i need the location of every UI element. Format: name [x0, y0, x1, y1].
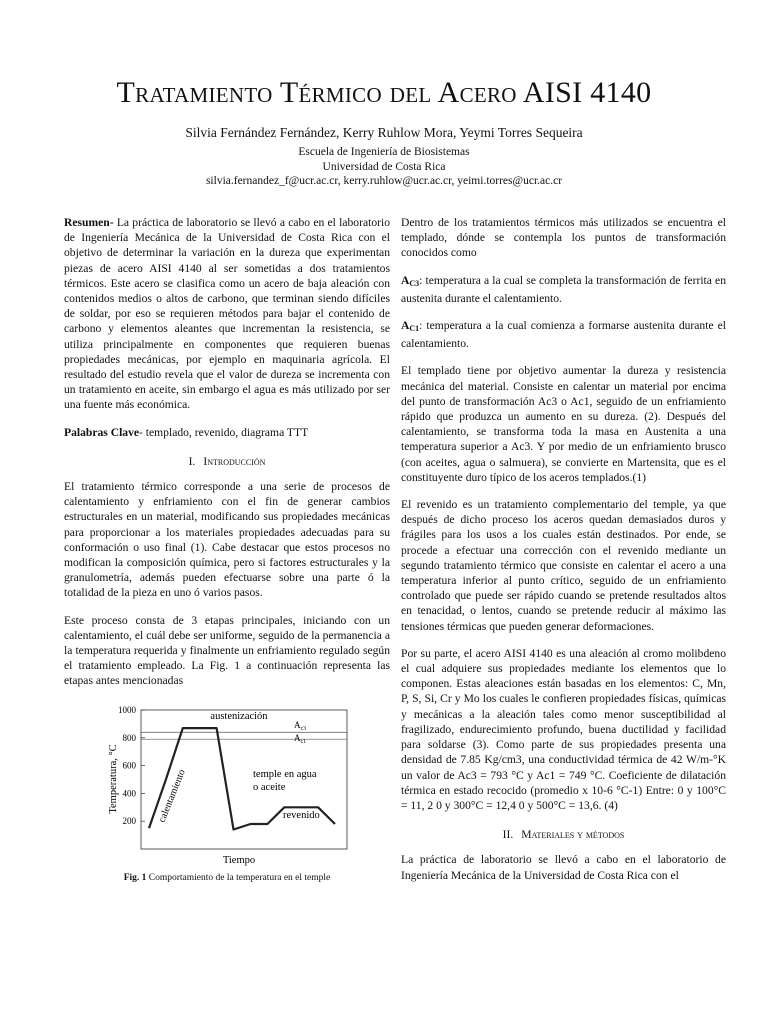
templado-paragraph: El templado tiene por objetivo aumentar la dureza y resistencia mecánica del material. Consiste en calentar un material por encima del punto de transformación Ac3 o Ac1, seguido de un enfriamiento rápido que produzca un aumento en su dureza. (2). Después del calentamiento, se transforma toda la masa en Austenita a una temperatura superior a Ac3. Y por medio de un enfriamiento brusco (con aceites, agua o salmuera), se convierte en Martensita, que es el constituyente duro típico de los aceros templados.(1)	[401, 364, 726, 484]
section-title: Introducción	[203, 454, 266, 468]
label-temple-1: temple en agua	[253, 768, 317, 780]
temperature-chart	[64, 701, 390, 875]
right-paragraph-1: Dentro de los tratamientos térmicos más utilizados se encuentra el templado, dónde se contempla los puntos de transformación conocidos como	[401, 216, 726, 260]
ac3-symbol: $A_{C3}$	[401, 273, 420, 288]
keywords	[64, 425, 390, 440]
affiliation-school: Escuela de Ingeniería de Biosistemas	[298, 146, 470, 158]
abstract	[64, 215, 390, 413]
right-column	[401, 215, 726, 895]
figure-caption-label: Fig. 1	[123, 872, 147, 883]
label-revenido: revenido	[283, 809, 320, 821]
figure-1	[64, 701, 390, 875]
revenido-paragraph: El revenido es un tratamiento complementario del temple, ya que después de dicho proceso los aceros quedan demasiados duros y frágiles para los usos a los cuales están destinados. Por ende, se procede a efectuar una corrección con el revenido mediante un segundo tratamiento térmico que consiste en calentar el acero a una temperatura inferior al punto crítico, seguido de un enfriamiento controlado que puede ser rápido cuando se pretende resultados altos en tenacidad, o lentos, cuando se pretende reducir al máximo las tensiones térmicas que pueden generar deformaciones.	[401, 498, 726, 633]
label-ac1: $A_{c1}$	[294, 732, 307, 745]
left-column	[64, 215, 390, 886]
keywords-text: - templado, revenido, diagrama TTT	[139, 425, 309, 439]
y-axis-label: Temperatura, °C	[108, 744, 119, 814]
ac1-definition	[401, 318, 726, 351]
authors: Silvia Fernández Fernández, Kerry Ruhlow Mora, Yeymi Torres Sequeira	[185, 125, 583, 140]
intro-paragraph-1: El tratamiento térmico corresponde a una serie de procesos de calentamiento y enfriamiento con el fin de generar cambios estructurales en un material, modificando sus propiedades mecánicas para proporcionar a los materiales propiedades adecuadas para su conformación o uso final (1). Cabe destacar que estos procesos no modifican la composición química, pero si factores estructurales y la granulometría, además pueden efectuarse sobre una parte ó la totalidad de la pieza en uno ó varios pasos.	[64, 480, 390, 600]
abstract-label: Resumen-	[64, 216, 114, 229]
ac1-symbol: $A_{C1}$	[401, 319, 420, 334]
section-title: Materiales y métodos	[521, 828, 625, 842]
label-temple-2: o aceite	[253, 781, 286, 793]
y-tick-label: 1000	[118, 704, 136, 715]
affiliation-emails[interactable]: silvia.fernandez_f@ucr.ac.cr, kerry.ruhlow@ucr.ac.cr, yeimi.torres@ucr.ac.cr	[205, 175, 563, 187]
section-heading-intro	[64, 454, 390, 469]
x-axis-label: Tiempo	[222, 854, 256, 866]
label-austenizacion: austenización	[210, 710, 268, 722]
paper-title: Tratamiento Térmico del Acero AISI 4140	[116, 76, 652, 109]
y-tick-label: 400	[122, 788, 136, 799]
ac3-definition-text: : temperatura a la cual se completa la transformación de ferrita en austenita durante el calentamiento.	[401, 273, 726, 305]
ac3-definition	[401, 273, 726, 306]
intro-paragraph-2: Este proceso consta de 3 etapas principales, iniciando con un calentamiento, el cuál debe ser uniforme, seguido de la permanencia a la temperatura requerida y finalmente un enfriamiento regulado según el tratamiento empleado. La Fig. 1 a continuación representa las etapas antes mencionadas	[64, 613, 390, 688]
y-tick-label: 200	[122, 815, 136, 826]
y-tick-label: 600	[122, 760, 136, 771]
affiliation-university: Universidad de Costa Rica	[322, 161, 446, 173]
label-calentamiento: calentamiento	[156, 767, 188, 824]
methods-paragraph-1: La práctica de laboratorio se llevó a cabo en el laboratorio de Ingeniería Mecánica de la Universidad de Costa Rica con el	[401, 853, 726, 882]
aisi-paragraph: Por su parte, el acero AISI 4140 es una aleación al cromo molibdeno el cual adquiere sus propiedades mediante los elementos que lo componen. Estas aleaciones están basadas en los elementos: C, Mn, P, S, Si, Cr y Mo los cuales le confieren propiedades físicas, químicas y mecánicas a la aleación tales como menor susceptibilidad al fragilizado, endurecimiento profundo, buena ductilidad y facilidad para soldarse (3). Como parte de sus propiedades presenta una densidad de 7.85 Kg/cm3, una conductividad térmica de 42 W/m-°K un valor de Ac3 = 793 °C y Ac1 = 749 °C. Coeficiente de dilatación térmica en estado recocido (promedio x 10-6 °C-1) Entre: 0 y 100°C = 11, 2 0 y 300°C = 12,4 0 y 500°C = 13,6. (4)	[401, 646, 726, 812]
keywords-label: Palabras Clave	[64, 425, 140, 439]
figure-caption-text: Comportamiento de la temperatura en el temple	[146, 872, 331, 883]
label-ac3: $A_{c3}$	[294, 719, 307, 732]
ac1-definition-text: : temperatura a la cual comienza a formarse austenita durante el calentamiento.	[401, 319, 726, 351]
abstract-text: La práctica de laboratorio se llevó a cabo en el laboratorio de Ingeniería Mecánica de la Universidad de Costa Rica con el objetivo de determinar la variación en la dureza que experimentan piezas de acero AISI 4140 al ser sometidas a dos tratamientos térmicos. Este acero se clasifica como un acero de baja aleación con contenidos medios o altos de carbono, que terminan siendo difíciles de soldar, por eso se requieren métodos para bajar el contenido de carbono y elementos aleantes que incrementan la resistencia, se utiliza principalmente en componentes que requieren buenas propiedades mecánicas, por ejemplo en maquinaria agrícola. El resultado del estudio revela que el valor de dureza se incrementa con un tratamiento en aceite, sin embargo el agua es más utilizado por ser una fuente más económica.	[64, 216, 390, 412]
y-tick-label: 800	[122, 732, 136, 743]
section-number: II.	[502, 828, 514, 842]
section-number: I.	[188, 454, 196, 468]
section-heading-methods	[401, 827, 726, 842]
